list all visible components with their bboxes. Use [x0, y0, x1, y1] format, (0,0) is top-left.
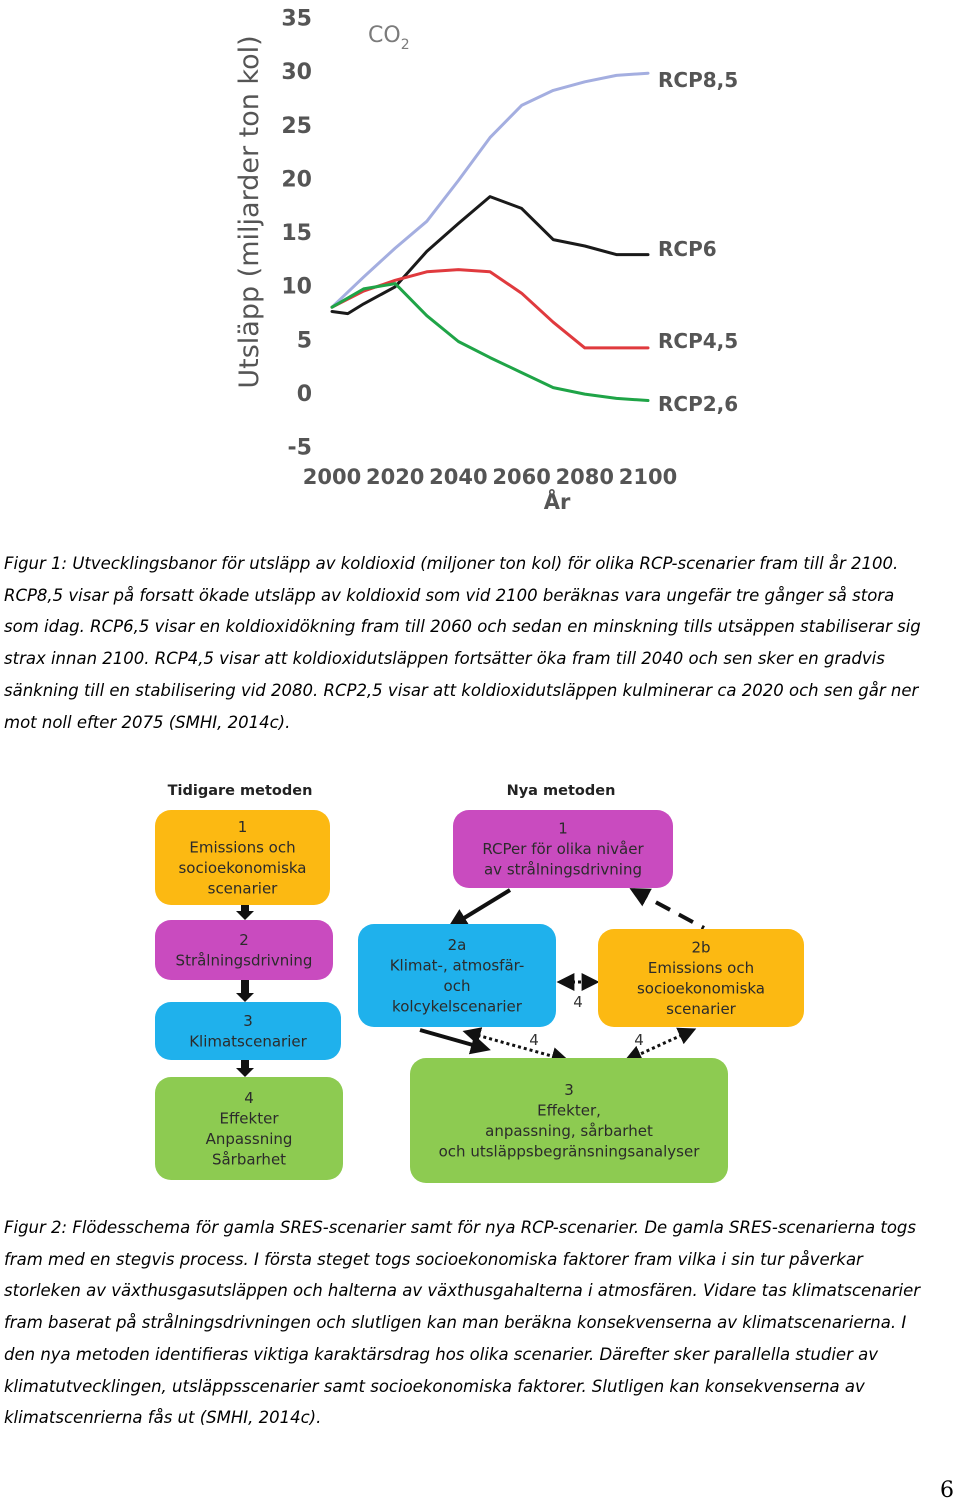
- chart-title-subscript: 2: [400, 37, 410, 53]
- x-tick-labels: [303, 465, 677, 489]
- old-box-2: [155, 920, 333, 980]
- new-box-3-text: anpassning, sårbarhet: [485, 1121, 653, 1140]
- old-box-1-text: 1: [237, 817, 248, 836]
- old-box-2-shape: [155, 920, 333, 980]
- old-box-2-text: 2: [239, 930, 249, 949]
- old-method-title: Tidigare metoden: [167, 783, 313, 799]
- co2-emissions-chart: [0, 0, 960, 530]
- y-tick-label: 0: [296, 382, 312, 407]
- new-box-2a-text: Klimat-, atmosfär-: [389, 956, 525, 975]
- y-tick-label: 10: [281, 274, 312, 300]
- arrow-label: 4: [634, 1031, 644, 1049]
- y-axis-label: Utsläpp (miljarder ton kol): [234, 35, 265, 389]
- figure-2-caption: Figur 2: Flödesschema för gamla SRES-scenarier samt för nya RCP-scenarier. De gamla SRES-scenarierna togs fram med en stegvis process. I första steget togs socioekonomiska faktorer fram vilka i sin tur påverkar storleken av växthusgasutsläppen och halterna av växthusgahalterna i atmosfären. Vidare tas klimatscenarier fram baserat på strålningsdrivningen och slutligen kan man beräkna konsekvenserna av klimatscenarierna. I den nya metoden identifieras viktiga karaktärsdrag hos olika scenarier. Därefter sker parallella studier av klimatutvecklingen, utsläppsscenarier samt socioekonomiska faktorer. Slutligen kan konsekvenserna av klimatscenrierna fås ut (SMHI, 2014c).: [4, 1218, 921, 1428]
- old-arrow-3-4-head: [236, 1068, 254, 1077]
- old-box-4-text: Effekter: [219, 1109, 279, 1128]
- series-label: RCP2,6: [658, 392, 739, 416]
- new-box-1-text: av strålningsdrivning: [483, 860, 643, 879]
- diagram-boxes: [155, 810, 804, 1183]
- chart-title: [368, 23, 410, 53]
- old-box-1-text: Emissions och: [189, 838, 296, 857]
- new-box-1: [453, 810, 673, 888]
- old-arrow-1-2-head: [236, 911, 254, 920]
- y-tick-label: 15: [281, 221, 312, 247]
- old-box-3-text: Klimatscenarier: [189, 1032, 307, 1051]
- new-box-3-shape: [410, 1058, 728, 1183]
- new-box-2a: [358, 924, 556, 1027]
- series-end-labels: [658, 68, 738, 416]
- y-tick-label: 20: [281, 167, 312, 193]
- x-tick-label: 2060: [492, 465, 551, 489]
- new-box-2a-text: och: [443, 976, 471, 995]
- arrow-2b-to-1-dashed: [633, 890, 704, 928]
- series-line-rcp2-6: [332, 284, 648, 401]
- x-tick-label: 2080: [555, 465, 615, 489]
- new-box-3-text: 3: [564, 1080, 574, 1099]
- x-tick-label: 2100: [618, 465, 678, 489]
- figure-1-caption: Figur 1: Utvecklingsbanor för utsläpp av koldioxid (miljoner ton kol) för olika RCP-scenarier fram till år 2100. RCP8,5 visar på forsatt ökade utsläpp av koldioxid som vid 2100 beräknas vara ungefär tre gånger så stora som idag. RCP6,5 visar en koldioxidökning fram till 2060 och sedan en minskning tills utsäppen stabiliserar sig strax innan 2100. RCP4,5 visar att koldioxidutsläppen fortsätter öka fram till 2040 och sen sker en gradvis sänkning till en stabilisering vid 2080. RCP2,5 visar att koldioxidutsläppen kulminerar ca 2020 och sen går ner mot noll efter 2075 (SMHI, 2014c).: [4, 554, 921, 732]
- new-method-title: Nya metoden: [506, 783, 616, 799]
- old-box-4-text: Anpassning: [205, 1129, 293, 1148]
- old-box-3-text: 3: [243, 1011, 253, 1030]
- new-box-3-text: Effekter,: [537, 1101, 601, 1120]
- old-box-1-text: socioekonomiska: [178, 858, 307, 877]
- series-line-rcp6: [332, 197, 648, 314]
- new-box-1-text: 1: [558, 819, 568, 838]
- new-box-1-text: RCPer för olika nivåer: [482, 840, 644, 858]
- series-lines: [332, 73, 648, 400]
- old-arrow-2-3-head: [236, 993, 254, 1002]
- chart-title-co: CO: [368, 23, 401, 48]
- page-number: 6: [940, 1478, 954, 1503]
- new-box-2b-text: socioekonomiska: [636, 979, 766, 998]
- x-tick-label: 2000: [302, 465, 362, 489]
- arrow-1-to-2a: [451, 890, 510, 926]
- old-box-4: [155, 1077, 343, 1180]
- old-box-1-text: scenarier: [207, 879, 278, 898]
- arrow-label: 4: [573, 993, 583, 1011]
- new-box-2b-text: 2b: [691, 938, 711, 957]
- new-box-2b-text: scenarier: [666, 999, 736, 1018]
- new-box-3-text: och utsläppsbegränsningsanalyser: [438, 1142, 700, 1161]
- x-tick-label: 2020: [365, 465, 425, 489]
- x-axis-label: År: [543, 490, 571, 514]
- new-box-2a-text: 2a: [447, 935, 467, 954]
- arrow-label: 4: [529, 1031, 539, 1049]
- series-line-rcp4-5: [332, 270, 648, 348]
- new-box-3: [410, 1058, 728, 1183]
- scenario-flow-diagram: [0, 770, 960, 1200]
- old-box-4-text: 4: [244, 1088, 254, 1107]
- y-tick-label: 30: [281, 60, 312, 86]
- new-box-2b-text: Emissions och: [647, 958, 755, 977]
- y-tick-label: 5: [296, 328, 312, 354]
- series-label: RCP4,5: [658, 329, 739, 353]
- old-box-4-text: Sårbarhet: [211, 1150, 287, 1169]
- old-box-3-shape: [155, 1002, 341, 1060]
- old-box-2-text: Strålningsdrivning: [175, 951, 313, 970]
- y-tick-labels: [281, 6, 312, 460]
- series-label: RCP6: [658, 237, 717, 261]
- arrow-2a-to-3: [420, 1030, 487, 1049]
- old-arrow-2-3: [241, 980, 249, 995]
- old-box-3: [155, 1002, 341, 1060]
- series-label: RCP8,5: [658, 68, 739, 92]
- old-box-1: [155, 810, 330, 905]
- y-tick-label: -5: [287, 435, 312, 461]
- new-box-2a-text: kolcykelscenarier: [392, 997, 522, 1016]
- y-tick-label: 35: [281, 6, 312, 32]
- y-tick-label: 25: [281, 113, 312, 139]
- new-box-2b: [598, 929, 804, 1027]
- x-tick-label: 2040: [429, 465, 488, 489]
